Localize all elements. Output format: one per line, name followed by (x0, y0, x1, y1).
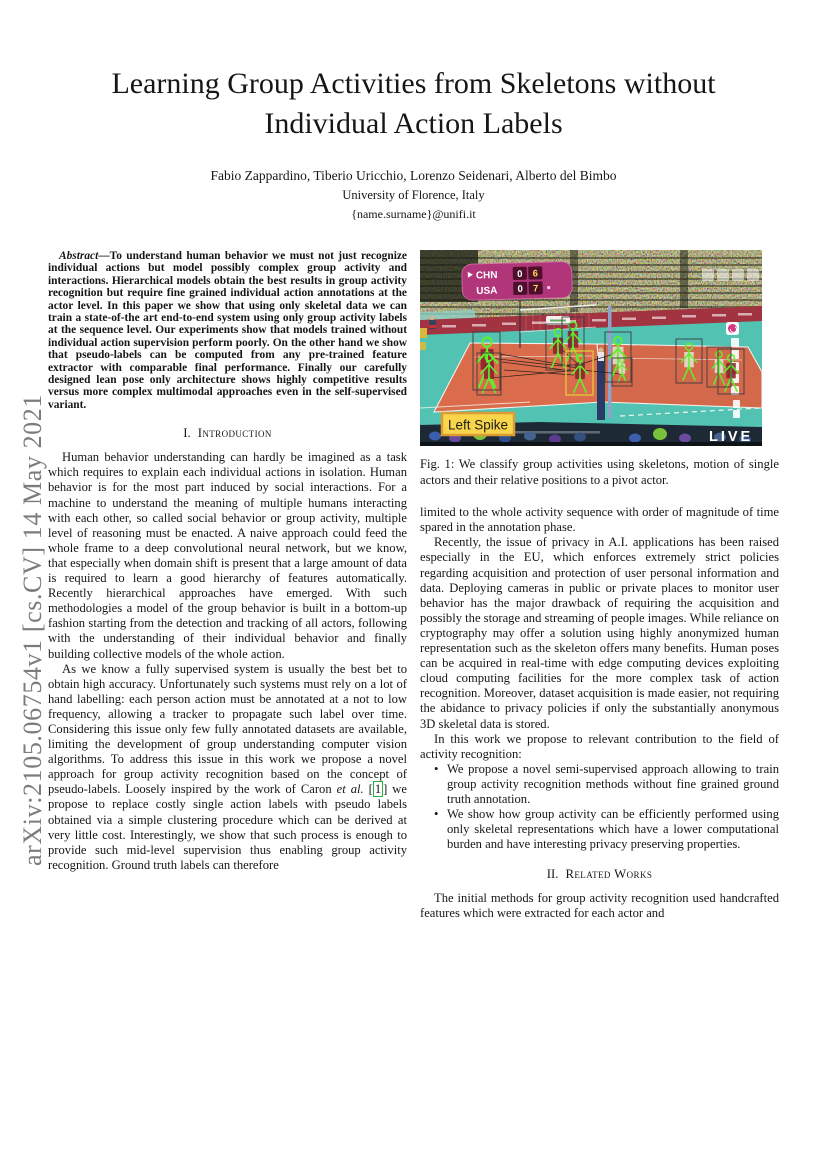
contribution-list (420, 762, 779, 853)
related-paragraph-2: In this work we propose to relevant contribution to the field of activity recognition: (420, 731, 779, 761)
related-paragraph-3: The initial methods for group activity recognition used handcrafted features which were extracted for each actor and (420, 891, 779, 921)
intro-paragraph-2 (48, 662, 407, 873)
section-heading-introduction (48, 426, 407, 441)
team1-points: 6 (532, 268, 539, 280)
paper-header (0, 64, 827, 222)
figure-1-image (420, 250, 762, 446)
team2-points: 7 (532, 283, 539, 295)
related-paragraph-1: Recently, the issue of privacy in A.I. applications has been raised especially in the EU, which enforces extremely strict policies regarding acquisition and protection of user personal information and data. Deploying cameras in public or private places to monitor user behavior has the major drawback of requiring the acquisition and possibly the storage and streaming of people images. While reliance on cryptography may offer a solution using highly anonymized human representation such as the skeleton offers many benefits. Human poses can be acquired in real-time with edge computing devices exploiting cloud computing facilities for the more complex task of action recognition. Moreover, dataset acquisition is made easier, not requiring the abidance to privacy policies if only the substantially anonymous 3D skeletal data is stored. (420, 535, 779, 731)
citation-1-link[interactable]: 1 (374, 782, 382, 797)
intro-p2-text-end: ] we propose to replace costly single action labels with pseudo labels obtained via a simple clustering procedure which can be derived at very little cost. Interestingly, we show that such process is enough to provide such mid-level supervision thus enabling group activity recognition. Ground truth labels can therefore (48, 782, 407, 872)
figure-1-caption (420, 457, 779, 488)
section-number: II. (546, 867, 559, 882)
contribution-item-1: • We propose a novel semi-supervised approach allowing to train group activity recognition methods without fine grained ground truth annotation. (447, 762, 779, 807)
abstract-text: —To understand human behavior we must not just recognize individual actions but model possibly complex group activity and interactions. Hierarchical models obtain the best results in group activity recognition but require fine grained individual action annotations at the actor level. In this paper we show that using only skeletal data we can train a state-of-the art end-to-end system using only group activity labels at the sequence level. Our experiments show that models trained without individual action supervision perform poorly. On the other hand we show that pseudo-labels can be computed from any pre-trained feature extractor with comparable final performance. Finally our carefully designed lean pose only architecture shows highly competitive results versus more complex multimodal approaches even in the self-supervised variant. (48, 250, 407, 411)
caption-tag: Fig. 1: (420, 457, 455, 471)
related-paragraph-0: limited to the whole activity sequence with order of magnitude of time spared in the annotation phase. (420, 505, 779, 535)
net-post (608, 306, 612, 418)
right-column (420, 250, 779, 922)
section-title: Introduction (197, 426, 272, 441)
intro-p2-text: As we know a fully supervised system is usually the best bet to obtain high accuracy. Unfortunately such systems must rely on a lot of hand labelling: each person action must be annotated at a not to low frequency, allowing a tracker to propagate such label over time. Considering this issue only few fully annotated datasets are available, limiting the development of group understanding computer vision algorithms. To address this issue in this work we propose a novel approach for group activity recognition based on the concept of pseudo-labels. Loosely inspired by the work of Caron (48, 661, 407, 797)
live-badge: LIVE (709, 429, 754, 445)
referee-stand (597, 356, 605, 420)
team2-name: USA (476, 285, 498, 298)
cite-open-bracket: [ (363, 782, 373, 797)
authors-line: Fabio Zappardino, Tiberio Uricchio, Lorenzo Seidenari, Alberto del Bimbo (210, 168, 617, 183)
section-heading-related-works (420, 867, 779, 882)
arxiv-watermark: arXiv:2105.06754v1 [cs.CV] 14 May 2021 (18, 394, 47, 866)
abstract-paragraph (48, 250, 407, 411)
intro-paragraph-1: Human behavior understanding can hardly be imagined as a task which requires to explain each individual actions in isolation. Human behavior is for the most part induced by social interactions. For a machine to understand the meaning of multiple humans interacting with each other, so called social behavior or group activity, multiple level of reasoning must be enacted. A naive approach could feed the whole frame to a deep convolutional neural network, but we know, that especially when domain shift is present that a large amount of data is required to learn a good hierarchy of features automatically. Recently hierarchical approaches have emerged. With such methodologies a model of the group behavior is built in a bottom-up fashion starting from the detection and tracking of all actors, following with the understanding of their individual behavior and finally building collective models of the whole action. (48, 450, 407, 661)
abstract-label: Abstract (59, 250, 99, 262)
title-line-2: Individual Action Labels (264, 107, 563, 140)
action-label (442, 413, 514, 435)
team1-sets: 0 (517, 268, 523, 280)
section-number: I. (183, 426, 191, 441)
scoreboard (462, 262, 573, 301)
etal-italic: et al. (336, 782, 364, 797)
paper-title (0, 64, 827, 144)
contribution-item-2: • We show how group activity can be efficiently performed using only skeletal representations which have a lower computational burden and have interesting privacy preserving properties. (447, 807, 779, 852)
email-line: {name.surname}@unifi.it (351, 207, 476, 221)
left-column (48, 250, 407, 922)
two-column-body (48, 250, 779, 922)
caption-text: We classify group activities using skeletons, motion of single actors and their relative positions to a pivot actor. (420, 457, 779, 487)
team1-name: CHN (475, 269, 498, 282)
section-title: Related Works (565, 867, 653, 882)
team2-sets: 0 (517, 283, 524, 295)
affiliation-line: University of Florence, Italy (342, 188, 485, 202)
action-label-text: Left Spike (448, 417, 509, 433)
figure-1-volleyball (420, 250, 779, 446)
title-line-1: Learning Group Activities from Skeletons without (111, 67, 716, 100)
